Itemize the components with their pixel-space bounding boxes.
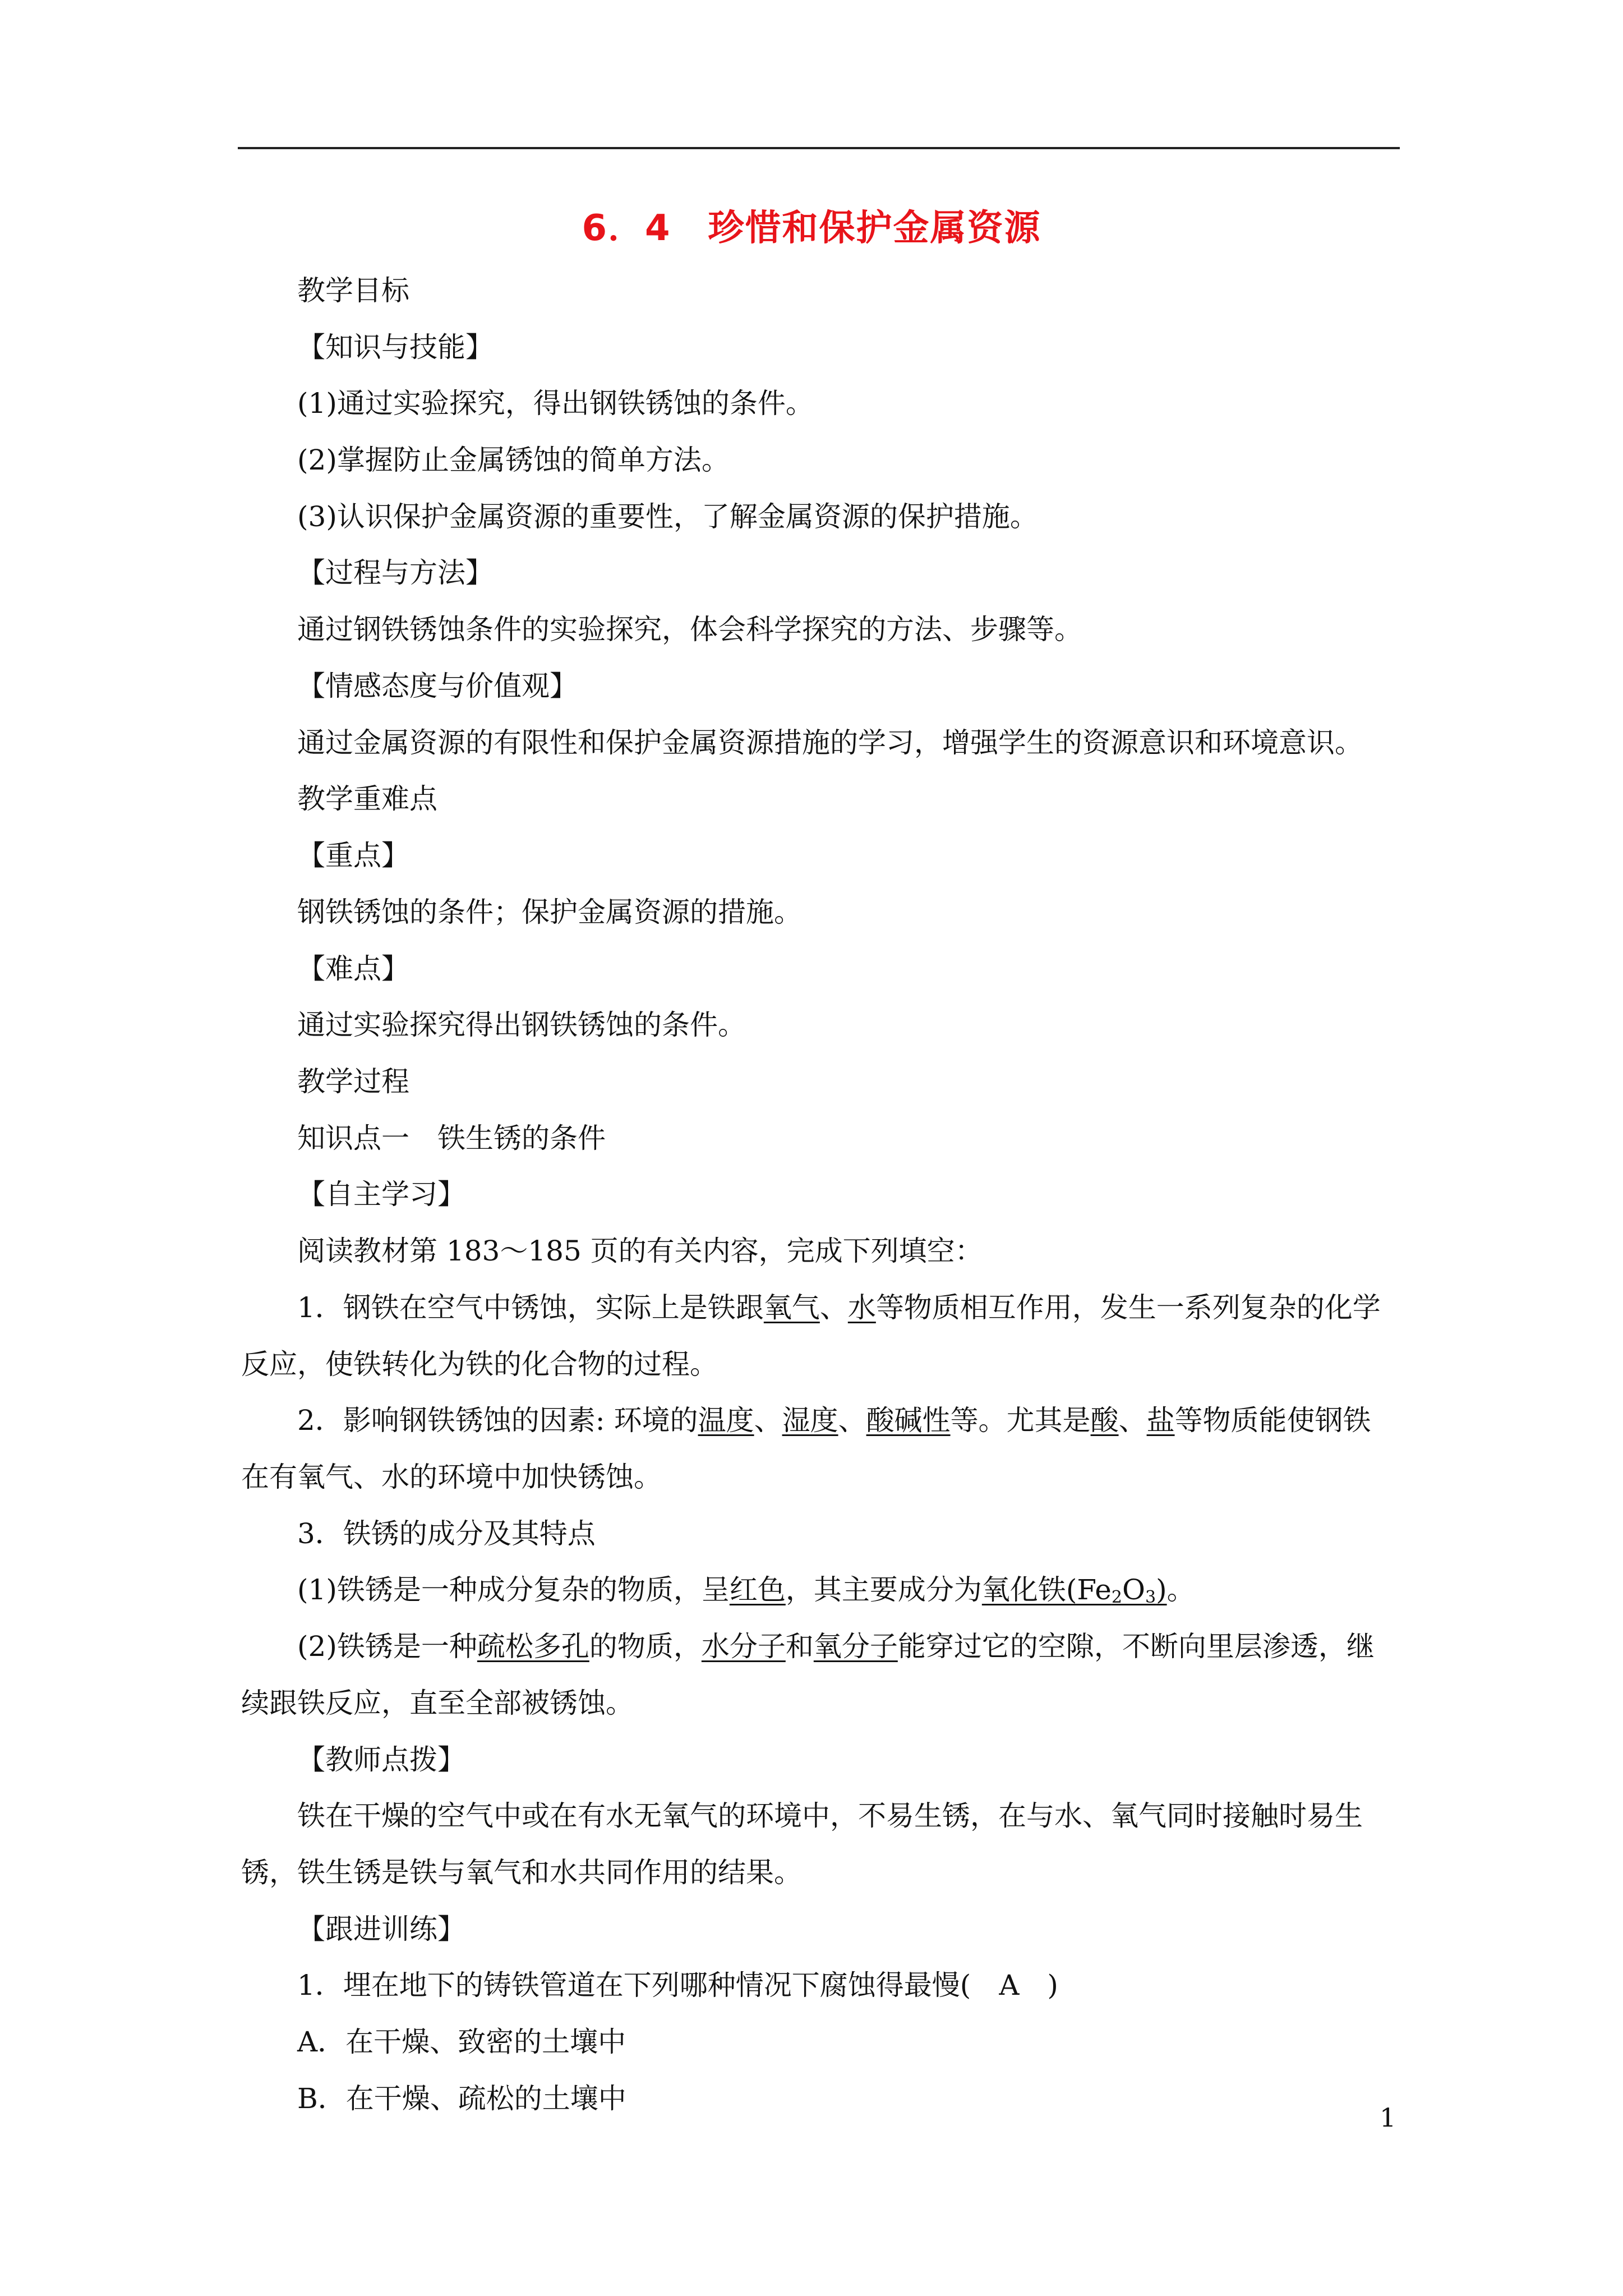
answer-blank: 水 bbox=[847, 1291, 876, 1324]
key-heading: 【重点】 bbox=[297, 839, 409, 872]
goals-heading: 教学目标 bbox=[297, 274, 409, 307]
self-study-text: 阅读教材第 183～185 页的有关内容，完成下列填空： bbox=[297, 1235, 983, 1267]
answer-blank: 氧化铁$(Fe_2O_3)$ bbox=[981, 1573, 1167, 1607]
answer-blank: 湿度 bbox=[782, 1404, 838, 1437]
practice-option-b: B．在干燥、疏松的土壤中 bbox=[297, 2082, 626, 2115]
answer-blank: 温度 bbox=[698, 1404, 754, 1437]
knowledge-point-1-heading: 知识点一 铁生锈的条件 bbox=[297, 1122, 606, 1154]
emotion-text: 通过金属资源的有限性和保护金属资源措施的学习，增强学生的资源意识和环境意识。 bbox=[297, 726, 1363, 759]
header-rule bbox=[238, 147, 1400, 149]
key-difficult-heading: 教学重难点 bbox=[297, 783, 437, 815]
practice-heading: 【跟进训练】 bbox=[297, 1913, 465, 1945]
emotion-heading: 【情感态度与价值观】 bbox=[297, 670, 578, 702]
practice-option-a: A．在干燥、致密的土壤中 bbox=[297, 2026, 626, 2058]
fill-item-1-line-1: 1．钢铁在空气中锈蚀，实际上是铁跟氧气、水等物质相互作用，发生一系列复杂的化学 bbox=[297, 1291, 1381, 1324]
practice-question-1: 1．埋在地下的铸铁管道在下列哪种情况下腐蚀得最慢( A ) bbox=[297, 1969, 1058, 2001]
teaching-process-heading: 教学过程 bbox=[297, 1065, 409, 1098]
fill-item-3-1: (1)铁锈是一种成分复杂的物质，呈红色，其主要成分为氧化铁$(Fe_2O_3)$。 bbox=[297, 1573, 1195, 1607]
answer-blank: 盐 bbox=[1146, 1404, 1175, 1437]
page-number: 1 bbox=[1380, 2102, 1396, 2133]
teacher-text-line-1: 铁在干燥的空气中或在有水无氧气的环境中，不易生锈，在与水、氧气同时接触时易生 bbox=[297, 1800, 1363, 1832]
answer-blank: 氧分子 bbox=[813, 1630, 898, 1663]
process-heading: 【过程与方法】 bbox=[297, 556, 494, 589]
answer-blank: 疏松多孔 bbox=[477, 1630, 589, 1663]
teacher-text-line-2: 锈，铁生锈是铁与氧气和水共同作用的结果。 bbox=[241, 1856, 802, 1889]
key-text: 钢铁锈蚀的条件；保护金属资源的措施。 bbox=[297, 896, 802, 928]
knowledge-item-2: (2)掌握防止金属锈蚀的简单方法。 bbox=[297, 444, 730, 476]
fill-item-2-line-1: 2．影响钢铁锈蚀的因素: 环境的温度、湿度、酸碱性等。尤其是酸、盐等物质能使钢铁 bbox=[297, 1404, 1371, 1437]
fill-item-2-line-2: 在有氧气、水的环境中加快锈蚀。 bbox=[241, 1461, 662, 1493]
fill-item-3-2-line-2: 续跟铁反应，直至全部被锈蚀。 bbox=[241, 1687, 634, 1719]
process-text: 通过钢铁锈蚀条件的实验探究，体会科学探究的方法、步骤等。 bbox=[297, 613, 1082, 646]
fill-item-3-2-line-1: (2)铁锈是一种疏松多孔的物质，水分子和氧分子能穿过它的空隙，不断向里层渗透，继 bbox=[297, 1630, 1375, 1663]
self-study-heading: 【自主学习】 bbox=[297, 1178, 465, 1211]
difficult-text: 通过实验探究得出钢铁锈蚀的条件。 bbox=[297, 1009, 746, 1041]
answer-blank: 氧气 bbox=[763, 1291, 820, 1324]
teacher-heading: 【教师点拨】 bbox=[297, 1743, 465, 1776]
knowledge-heading: 【知识与技能】 bbox=[297, 331, 494, 364]
difficult-heading: 【难点】 bbox=[297, 953, 409, 985]
answer-blank: 红色 bbox=[729, 1573, 786, 1606]
fill-item-3-heading: 3．铁锈的成分及其特点 bbox=[297, 1517, 596, 1550]
answer-blank: 水分子 bbox=[701, 1630, 786, 1663]
knowledge-item-1: (1)通过实验探究，得出钢铁锈蚀的条件。 bbox=[297, 387, 814, 420]
answer-blank: 酸碱性 bbox=[866, 1404, 951, 1437]
knowledge-item-3: (3)认识保护金属资源的重要性，了解金属资源的保护措施。 bbox=[297, 500, 1038, 533]
page-title: 6．4 珍惜和保护金属资源 bbox=[582, 208, 1041, 249]
fill-item-1-line-2: 反应，使铁转化为铁的化合物的过程。 bbox=[241, 1348, 718, 1381]
answer-blank: 酸 bbox=[1090, 1404, 1119, 1437]
